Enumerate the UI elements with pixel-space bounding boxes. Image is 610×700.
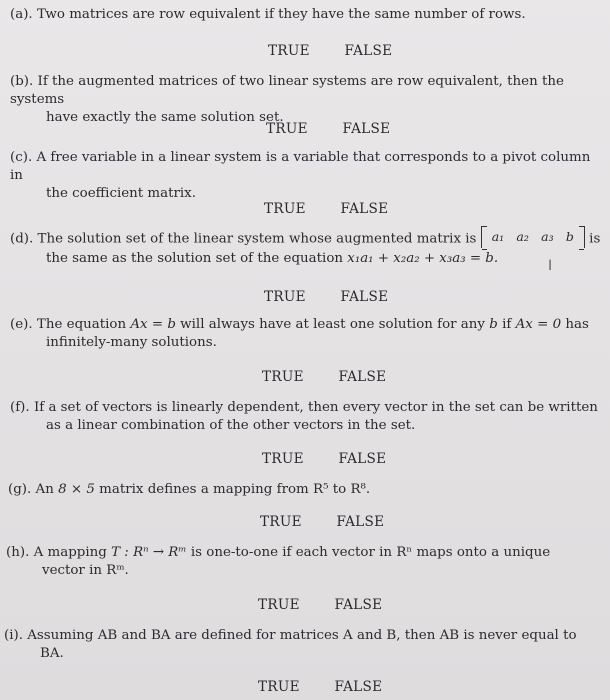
false-option[interactable]: FALSE [340,289,389,305]
equation: x₁a₁ + x₂a₂ + x₃a₃ = b. [347,251,499,266]
question-text: Two matrices are row equivalent if they have the same number of rows. [36,7,526,22]
question-i [4,627,600,663]
augmented-matrix [481,226,585,248]
question-text-cont [10,250,606,268]
question-text-cont: BA. [40,646,64,661]
true-option[interactable]: TRUE [262,451,304,467]
true-option[interactable]: TRUE [258,597,300,613]
question-c [10,149,606,203]
question-g [8,481,604,499]
true-option[interactable]: TRUE [264,289,306,305]
question-label: (b). [10,74,34,89]
question-text: The solution set of the linear system whose augmented matrix is [37,231,477,247]
question-text: A free variable in a linear system is a variable that corresponds to a pivot column in [10,150,591,183]
false-option[interactable]: FALSE [334,597,383,613]
question-text-pre: A mapping [33,545,107,560]
false-option[interactable]: FALSE [338,369,387,385]
true-option[interactable]: TRUE [264,201,306,217]
false-option[interactable]: FALSE [338,451,387,467]
answer-g [260,514,384,530]
answer-b [266,121,390,137]
question-text-end: maps onto a unique [416,545,551,560]
question-text-mid: will always have at least one solution for any [180,317,485,332]
question-d [10,228,606,268]
question-a [10,6,606,24]
question-text-mid: matrix defines a mapping from [99,482,309,497]
question-text-to: to [332,482,347,497]
question-text: Assuming AB and BA are defined for matrices A and B, then AB is never equal to [27,628,577,643]
matrix-cell: a₂ [516,229,529,244]
question-text-cont: as a linear combination of the other vectors in the set. [46,418,416,433]
question-label: (c). [10,150,33,165]
text-cursor-icon: I [548,258,553,274]
answer-i [258,679,382,695]
matrix-cell: b [565,229,574,244]
question-f [10,399,606,435]
question-label: (d). [10,231,34,247]
question-label: (a). [10,7,33,22]
question-text-cont: vector in Rᵐ. [42,563,129,578]
matrix-cell: a₁ [491,229,505,244]
domain-space: R⁵ [313,482,329,497]
true-option[interactable]: TRUE [262,369,304,385]
question-e [10,316,606,352]
question-text: If the augmented matrices of two linear systems are row equivalent, then the systems [10,74,564,107]
question-text-pre: The equation [36,317,127,332]
question-label: (h). [6,545,30,560]
false-option[interactable]: FALSE [340,201,389,217]
answer-e [262,369,386,385]
false-option[interactable]: FALSE [344,43,393,59]
answer-c [264,201,388,217]
question-h [6,544,602,580]
domain-space: Rⁿ [396,545,413,560]
question-text-mid: is one-to-one if each vector in [190,545,393,560]
true-option[interactable]: TRUE [268,43,310,59]
true-option[interactable]: TRUE [260,514,302,530]
question-text-end: has [565,317,589,332]
question-label: (e). [10,317,33,332]
vector-b: b [489,317,498,332]
question-text-pre: An [35,482,54,497]
question-text-after: is [589,231,601,247]
question-label: (g). [8,482,32,497]
answer-d [264,289,388,305]
question-text-cont-pre: the same as the solution set of the equation [46,251,344,266]
matrix-cell: a₃ [541,229,554,244]
answer-f [262,451,386,467]
equation: Ax = b [130,317,176,332]
question-text-cont: infinitely-many solutions. [46,335,217,350]
codomain-space: R⁸. [350,482,371,497]
question-text: If a set of vectors is linearly dependent, then every vector in the set can be written [33,400,598,415]
answer-h [258,597,382,613]
false-option[interactable]: FALSE [342,121,391,137]
false-option[interactable]: FALSE [336,514,385,530]
question-label: (f). [10,400,30,415]
question-b [10,73,606,127]
true-option[interactable]: TRUE [258,679,300,695]
question-text-mid2: if [502,317,512,332]
equation: Ax = 0 [515,317,562,332]
false-option[interactable]: FALSE [334,679,383,695]
question-text-cont: have exactly the same solution set. [46,110,284,125]
question-text-cont: the coefficient matrix. [46,186,196,201]
answer-a [268,43,392,59]
question-label: (i). [4,628,23,643]
true-option[interactable]: TRUE [266,121,308,137]
matrix-size: 8 × 5 [58,482,95,497]
mapping-notation: T : Rⁿ → Rᵐ [111,545,187,560]
